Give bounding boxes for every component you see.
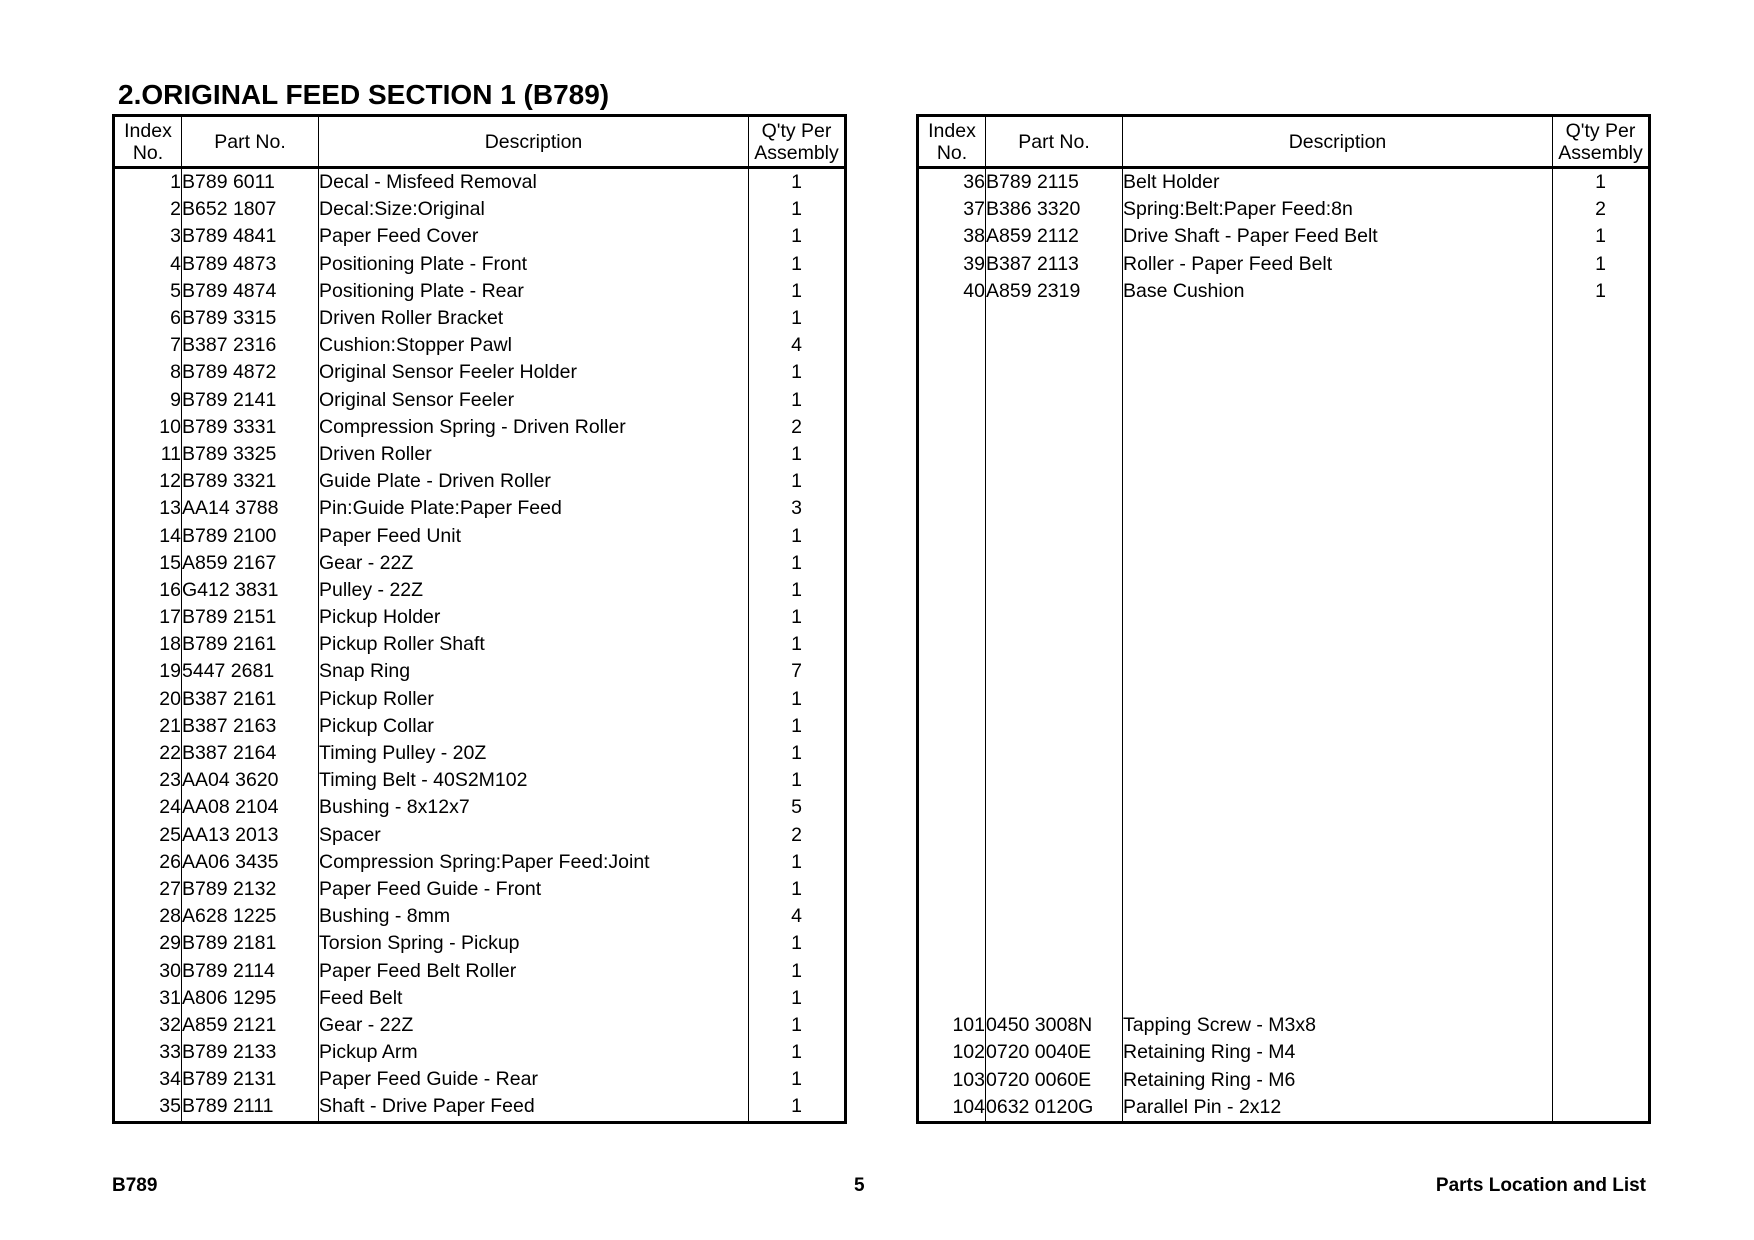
quantity-cell: 1	[791, 850, 802, 873]
table-row	[114, 930, 846, 957]
table-row	[114, 822, 846, 849]
index-cell: 12	[114, 468, 182, 495]
description-cell: Decal:Size:Original	[319, 196, 749, 223]
part-number-cell: B387 2161	[182, 686, 319, 713]
table-header-row	[114, 116, 846, 168]
description-cell: Original Sensor Feeler Holder	[319, 359, 749, 386]
quantity-cell: 1	[1595, 252, 1606, 275]
table-row	[114, 522, 846, 549]
table-row	[114, 251, 846, 278]
table-row	[114, 957, 846, 984]
description-cell: Pulley - 22Z	[319, 577, 749, 604]
quantity-cell: 1	[791, 171, 802, 194]
quantity-cell: 7	[791, 660, 802, 683]
index-cell: 1	[114, 168, 182, 197]
table-row	[114, 1066, 846, 1093]
part-number-cell: B789 2100	[182, 522, 319, 549]
table-row	[114, 278, 846, 305]
description-column-header: Description	[319, 116, 749, 168]
quantity-cell: 2	[1595, 198, 1606, 221]
table-row	[114, 332, 846, 359]
empty-cell	[918, 305, 986, 1012]
index-cell: 15	[114, 550, 182, 577]
part-number-cell: B789 3321	[182, 468, 319, 495]
table-row	[114, 849, 846, 876]
table-row	[918, 168, 1650, 197]
description-cell: Paper Feed Guide - Rear	[319, 1066, 749, 1093]
index-cell: 18	[114, 631, 182, 658]
description-cell: Driven Roller	[319, 441, 749, 468]
description-cell: Positioning Plate - Front	[319, 251, 749, 278]
table-row	[114, 577, 846, 604]
index-cell: 36	[918, 168, 986, 197]
index-cell: 30	[114, 957, 182, 984]
description-cell: Parallel Pin - 2x12	[1123, 1094, 1553, 1123]
description-cell: Pickup Roller	[319, 686, 749, 713]
description-cell: Spacer	[319, 822, 749, 849]
description-cell: Bushing - 8mm	[319, 903, 749, 930]
index-cell: 28	[114, 903, 182, 930]
index-cell: 13	[114, 495, 182, 522]
index-cell: 103	[918, 1067, 986, 1094]
table-row	[114, 876, 846, 903]
table-row	[114, 1012, 846, 1039]
part-number-cell: 0720 0040E	[986, 1039, 1123, 1066]
index-cell: 6	[114, 305, 182, 332]
index-column-header: Index No.	[918, 116, 986, 168]
part-number-cell: B789 2132	[182, 876, 319, 903]
description-cell: Paper Feed Belt Roller	[319, 957, 749, 984]
description-cell: Pickup Arm	[319, 1039, 749, 1066]
table-row-blank	[918, 305, 1650, 1012]
table-row	[114, 1093, 846, 1122]
quantity-cell: 1	[791, 932, 802, 955]
table-row	[114, 794, 846, 821]
index-cell: 8	[114, 359, 182, 386]
quantity-cell: 1	[791, 470, 802, 493]
quantity-cell: 1	[791, 742, 802, 765]
index-cell: 3	[114, 223, 182, 250]
part-number-cell: B387 2113	[986, 251, 1123, 278]
empty-cell	[986, 305, 1123, 1012]
description-cell: Base Cushion	[1123, 278, 1553, 305]
description-cell: Gear - 22Z	[319, 1012, 749, 1039]
parts-table-right-body	[918, 168, 1650, 1123]
quantity-cell: 1	[791, 714, 802, 737]
description-column-header: Description	[1123, 116, 1553, 168]
part-number-cell: B789 2114	[182, 957, 319, 984]
description-cell: Timing Belt - 40S2M102	[319, 767, 749, 794]
table-row	[114, 359, 846, 386]
description-cell: Belt Holder	[1123, 168, 1553, 197]
table-row	[114, 387, 846, 414]
quantity-cell: 1	[791, 524, 802, 547]
index-cell: 38	[918, 223, 986, 250]
quantity-cell: 1	[791, 1068, 802, 1091]
description-cell: Roller - Paper Feed Belt	[1123, 251, 1553, 278]
description-cell: Driven Roller Bracket	[319, 305, 749, 332]
part-number-cell: B789 2133	[182, 1039, 319, 1066]
quantity-cell: 1	[1595, 171, 1606, 194]
description-cell: Paper Feed Unit	[319, 522, 749, 549]
description-cell: Cushion:Stopper Pawl	[319, 332, 749, 359]
description-cell: Pin:Guide Plate:Paper Feed	[319, 495, 749, 522]
part-number-cell: A859 2112	[986, 223, 1123, 250]
part-number-cell: B789 4874	[182, 278, 319, 305]
index-cell: 39	[918, 251, 986, 278]
footer-page-number: 5	[854, 1175, 865, 1196]
description-cell: Torsion Spring - Pickup	[319, 930, 749, 957]
index-cell: 24	[114, 794, 182, 821]
part-number-cell: A806 1295	[182, 985, 319, 1012]
part-number-cell: B789 3331	[182, 414, 319, 441]
index-cell: 10	[114, 414, 182, 441]
description-cell: Pickup Collar	[319, 713, 749, 740]
table-row	[114, 686, 846, 713]
part-number-cell: AA08 2104	[182, 794, 319, 821]
parts-table-right	[916, 114, 1651, 1124]
part-number-cell: AA04 3620	[182, 767, 319, 794]
description-cell: Compression Spring:Paper Feed:Joint	[319, 849, 749, 876]
table-row	[114, 767, 846, 794]
quantity-cell: 1	[1595, 279, 1606, 302]
part-number-cell: B387 2316	[182, 332, 319, 359]
quantity-cell	[1553, 1012, 1650, 1039]
index-cell: 37	[918, 196, 986, 223]
part-number-cell: A859 2319	[986, 278, 1123, 305]
quantity-cell: 1	[791, 442, 802, 465]
table-row	[114, 495, 846, 522]
part-number-cell: B789 4873	[182, 251, 319, 278]
description-cell: Spring:Belt:Paper Feed:8n	[1123, 196, 1553, 223]
part-number-cell: 0632 0120G	[986, 1094, 1123, 1123]
quantity-cell: 1	[791, 307, 802, 330]
index-cell: 16	[114, 577, 182, 604]
quantity-cell: 1	[1595, 225, 1606, 248]
description-cell: Bushing - 8x12x7	[319, 794, 749, 821]
part-number-cell: B789 2181	[182, 930, 319, 957]
part-number-cell: AA06 3435	[182, 849, 319, 876]
part-number-cell: B789 3325	[182, 441, 319, 468]
index-cell: 102	[918, 1039, 986, 1066]
table-row	[114, 223, 846, 250]
description-cell: Gear - 22Z	[319, 550, 749, 577]
quantity-cell: 4	[791, 334, 802, 357]
description-cell: Snap Ring	[319, 658, 749, 685]
table-row	[918, 196, 1650, 223]
part-number-cell: B387 2163	[182, 713, 319, 740]
description-cell: Compression Spring - Driven Roller	[319, 414, 749, 441]
table-row	[114, 713, 846, 740]
index-cell: 14	[114, 522, 182, 549]
quantity-cell: 1	[791, 877, 802, 900]
part-number-cell: B789 2115	[986, 168, 1123, 197]
description-cell: Timing Pulley - 20Z	[319, 740, 749, 767]
part-number-cell: B652 1807	[182, 196, 319, 223]
table-row	[114, 414, 846, 441]
index-cell: 26	[114, 849, 182, 876]
index-column-header: Index No.	[114, 116, 182, 168]
table-row	[918, 1039, 1650, 1066]
table-row	[114, 740, 846, 767]
index-cell: 27	[114, 876, 182, 903]
parts-table-left-body	[114, 168, 846, 1123]
index-cell: 19	[114, 658, 182, 685]
quantity-cell: 1	[791, 252, 802, 275]
part-number-cell: G412 3831	[182, 577, 319, 604]
part-number-cell: B386 3320	[986, 196, 1123, 223]
part-number-cell: 0720 0060E	[986, 1067, 1123, 1094]
quantity-cell: 1	[791, 225, 802, 248]
table-row	[114, 631, 846, 658]
part-number-cell: 5447 2681	[182, 658, 319, 685]
quantity-cell	[1553, 1067, 1650, 1094]
table-row	[918, 1094, 1650, 1123]
part-no-column-header: Part No.	[182, 116, 319, 168]
table-header-row	[918, 116, 1650, 168]
table-row	[918, 1067, 1650, 1094]
quantity-cell: 5	[791, 796, 802, 819]
table-row	[114, 1039, 846, 1066]
table-row	[114, 196, 846, 223]
part-number-cell: B789 4841	[182, 223, 319, 250]
table-row	[114, 604, 846, 631]
index-cell: 11	[114, 441, 182, 468]
description-cell: Paper Feed Guide - Front	[319, 876, 749, 903]
index-cell: 34	[114, 1066, 182, 1093]
quantity-cell: 1	[791, 606, 802, 629]
table-row	[918, 278, 1650, 305]
quantity-cell: 1	[791, 388, 802, 411]
quantity-cell: 1	[791, 279, 802, 302]
part-number-cell: 0450 3008N	[986, 1012, 1123, 1039]
index-cell: 25	[114, 822, 182, 849]
table-row	[114, 468, 846, 495]
quantity-cell: 1	[791, 687, 802, 710]
table-row	[918, 1012, 1650, 1039]
description-cell: Decal - Misfeed Removal	[319, 168, 749, 197]
part-no-column-header: Part No.	[986, 116, 1123, 168]
quantity-cell: 1	[791, 633, 802, 656]
index-cell: 23	[114, 767, 182, 794]
index-cell: 104	[918, 1094, 986, 1123]
description-cell: Shaft - Drive Paper Feed	[319, 1093, 749, 1122]
index-cell: 2	[114, 196, 182, 223]
index-cell: 17	[114, 604, 182, 631]
description-cell: Original Sensor Feeler	[319, 387, 749, 414]
description-cell: Drive Shaft - Paper Feed Belt	[1123, 223, 1553, 250]
description-cell: Pickup Holder	[319, 604, 749, 631]
index-cell: 7	[114, 332, 182, 359]
index-cell: 35	[114, 1093, 182, 1122]
quantity-cell: 4	[791, 905, 802, 928]
part-number-cell: B789 2131	[182, 1066, 319, 1093]
index-cell: 29	[114, 930, 182, 957]
quantity-cell: 1	[791, 769, 802, 792]
index-cell: 22	[114, 740, 182, 767]
part-number-cell: B789 4872	[182, 359, 319, 386]
table-row	[114, 658, 846, 685]
part-number-cell: B789 2111	[182, 1093, 319, 1122]
empty-cell	[1553, 305, 1650, 1012]
part-number-cell: B789 3315	[182, 305, 319, 332]
index-cell: 101	[918, 1012, 986, 1039]
quantity-cell: 1	[791, 959, 802, 982]
qty-column-header: Q'ty Per Assembly	[749, 116, 846, 168]
description-cell: Positioning Plate - Rear	[319, 278, 749, 305]
description-cell: Tapping Screw - M3x8	[1123, 1012, 1553, 1039]
empty-cell	[1123, 305, 1553, 1012]
index-cell: 21	[114, 713, 182, 740]
part-number-cell: B789 6011	[182, 168, 319, 197]
table-row	[918, 223, 1650, 250]
quantity-cell	[1553, 1039, 1650, 1066]
quantity-cell: 2	[791, 823, 802, 846]
index-cell: 31	[114, 985, 182, 1012]
description-cell: Guide Plate - Driven Roller	[319, 468, 749, 495]
quantity-cell: 1	[791, 551, 802, 574]
footer-model: B789	[112, 1175, 158, 1196]
table-row	[114, 985, 846, 1012]
quantity-cell: 1	[791, 578, 802, 601]
table-row	[114, 168, 846, 197]
index-cell: 20	[114, 686, 182, 713]
quantity-cell: 1	[791, 1013, 802, 1036]
table-row	[918, 251, 1650, 278]
table-row	[114, 305, 846, 332]
description-cell: Paper Feed Cover	[319, 223, 749, 250]
part-number-cell: B789 2161	[182, 631, 319, 658]
description-cell: Pickup Roller Shaft	[319, 631, 749, 658]
quantity-cell: 1	[791, 1095, 802, 1118]
footer-section-title: Parts Location and List	[1435, 1175, 1646, 1196]
description-cell: Retaining Ring - M6	[1123, 1067, 1553, 1094]
quantity-cell: 1	[791, 1041, 802, 1064]
quantity-cell: 1	[791, 198, 802, 221]
page-title: 2.ORIGINAL FEED SECTION 1 (B789)	[118, 79, 610, 110]
part-number-cell: B789 2151	[182, 604, 319, 631]
quantity-cell	[1553, 1094, 1650, 1123]
part-number-cell: B387 2164	[182, 740, 319, 767]
part-number-cell: AA13 2013	[182, 822, 319, 849]
parts-table-left	[112, 114, 847, 1124]
part-number-cell: A628 1225	[182, 903, 319, 930]
table-row	[114, 441, 846, 468]
quantity-cell: 1	[791, 361, 802, 384]
table-row	[114, 550, 846, 577]
description-cell: Retaining Ring - M4	[1123, 1039, 1553, 1066]
part-number-cell: A859 2167	[182, 550, 319, 577]
index-cell: 4	[114, 251, 182, 278]
quantity-cell: 1	[791, 986, 802, 1009]
qty-column-header: Q'ty Per Assembly	[1553, 116, 1650, 168]
part-number-cell: AA14 3788	[182, 495, 319, 522]
table-row	[114, 903, 846, 930]
index-cell: 40	[918, 278, 986, 305]
part-number-cell: A859 2121	[182, 1012, 319, 1039]
index-cell: 32	[114, 1012, 182, 1039]
index-cell: 5	[114, 278, 182, 305]
quantity-cell: 3	[791, 497, 802, 520]
quantity-cell: 2	[791, 415, 802, 438]
index-cell: 33	[114, 1039, 182, 1066]
part-number-cell: B789 2141	[182, 387, 319, 414]
index-cell: 9	[114, 387, 182, 414]
description-cell: Feed Belt	[319, 985, 749, 1012]
